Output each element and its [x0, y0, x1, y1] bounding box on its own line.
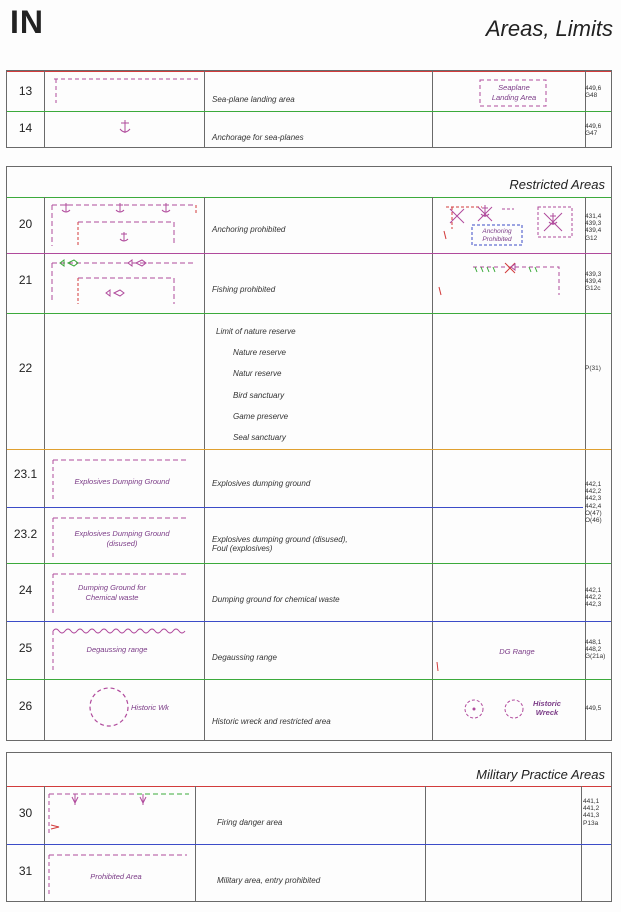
row-description-1: Explosives dumping ground (disused), — [212, 535, 348, 544]
chemical-dumping-label-2: Chemical waste — [85, 593, 139, 602]
row-number: 30 — [18, 806, 33, 820]
table-restricted-areas — [6, 166, 612, 741]
chemical-dumping-label-1: Dumping Ground for — [78, 583, 146, 592]
section-title: Restricted Areas — [509, 177, 605, 192]
table-row — [7, 507, 611, 563]
table-row — [7, 679, 611, 741]
table-row — [7, 197, 611, 253]
explosives-dumping-label: Explosives Dumping Ground — [74, 477, 170, 486]
table-row — [7, 786, 611, 844]
explosives-disused-label-1: Explosives Dumping Ground — [74, 529, 170, 538]
reference-codes: 431,4 439,3 439,4 G12 — [585, 213, 602, 242]
reference-codes: 439,3 439,4 G12c — [585, 271, 602, 293]
row-description: Dumping ground for chemical waste — [212, 595, 340, 604]
row-number: 26 — [18, 699, 33, 713]
table-row — [7, 253, 611, 313]
anchor-icon — [119, 119, 131, 135]
historic-wreck-int-label-1: Historic — [533, 699, 561, 708]
row-description-2: Foul (explosives) — [212, 544, 273, 553]
row-description: Degaussing range — [212, 653, 277, 662]
reference-codes: 449,6 G48 — [585, 85, 602, 100]
explosives-disused-label-2: (disused) — [106, 539, 138, 548]
table-row — [7, 111, 611, 149]
seaplane-label-1: Seaplane — [498, 83, 530, 92]
row-number: 20 — [18, 217, 33, 231]
seaplane-label-2: Landing Area — [491, 93, 537, 102]
historic-wreck-label: Historic Wk — [131, 703, 169, 712]
degaussing-int-mark — [435, 661, 441, 673]
reference-codes-23: 442,1 442,2 442,3 442,4 O(47) O(46) — [585, 481, 602, 525]
row-number: 14 — [18, 121, 33, 135]
reference-codes: 442,1 442,2 442,3 — [585, 587, 602, 609]
table-row — [7, 313, 611, 449]
table-military-practice — [6, 752, 612, 902]
nature-reserve-label: Nature reserve — [233, 348, 286, 357]
seaplane-area-symbol — [52, 77, 202, 107]
game-preserve-label: Game preserve — [233, 412, 289, 421]
row-number: 22 — [18, 361, 33, 375]
reference-codes: 449,6 G47 — [585, 123, 602, 138]
reference-codes: 448,1 448,2 G(21a) — [585, 639, 606, 661]
table-row — [7, 563, 611, 621]
table-row — [7, 844, 611, 902]
row-description: Anchorage for sea-planes — [212, 133, 304, 142]
anchoring-prohibited-symbol — [50, 202, 200, 250]
reference-codes: P(31) — [585, 365, 601, 372]
prohibited-area-label: Prohibited Area — [90, 872, 142, 881]
reference-codes: 449,5 — [585, 705, 602, 712]
row-number: 23.2 — [13, 527, 38, 541]
table-seaplane — [6, 70, 612, 148]
nature-reserve-limit-label: Limit of nature reserve — [216, 327, 296, 336]
firing-danger-symbol — [47, 791, 197, 841]
row-description: Anchoring prohibited — [212, 225, 286, 234]
section-letters: IN — [10, 4, 44, 40]
historic-wreck-int-symbol — [462, 697, 532, 721]
section-title: Military Practice Areas — [476, 767, 605, 782]
row-description: Sea-plane landing area — [212, 95, 295, 104]
fishing-prohibited-int-symbol — [469, 263, 569, 303]
historic-wreck-int-label-2: Wreck — [535, 708, 559, 717]
row-number: 31 — [18, 864, 33, 878]
table-row — [7, 71, 611, 111]
natur-reserve-label: Natur reserve — [233, 369, 282, 378]
degaussing-label: Degaussing range — [86, 645, 148, 654]
row-description: Explosives dumping ground — [212, 479, 311, 488]
row-description: Fishing prohibited — [212, 285, 276, 294]
table-row — [7, 621, 611, 679]
anchoring-prohibited-label-2: Prohibited — [482, 236, 512, 243]
row-number: 21 — [18, 273, 33, 287]
row-number: 25 — [18, 641, 33, 655]
reference-codes: 441,1 441,2 441,3 P13a — [583, 798, 600, 827]
anchoring-prohibited-label-1: Anchoring — [482, 228, 512, 235]
row-description: Firing danger area — [217, 818, 283, 827]
table-row — [7, 449, 611, 507]
row-description: Military area, entry prohibited — [217, 876, 321, 885]
wreck-icon — [87, 685, 131, 729]
row-number: 13 — [18, 84, 33, 98]
degaussing-int-label: DG Range — [499, 647, 535, 656]
bird-sanctuary-label: Bird sanctuary — [233, 391, 285, 400]
row-number: 24 — [18, 583, 33, 597]
row-description: Historic wreck and restricted area — [212, 717, 331, 726]
seal-sanctuary-label: Seal sanctuary — [233, 433, 286, 442]
page-heading: Areas, Limits — [485, 16, 613, 41]
fishing-prohibited-symbol — [50, 260, 200, 310]
row-number: 23.1 — [13, 467, 38, 481]
